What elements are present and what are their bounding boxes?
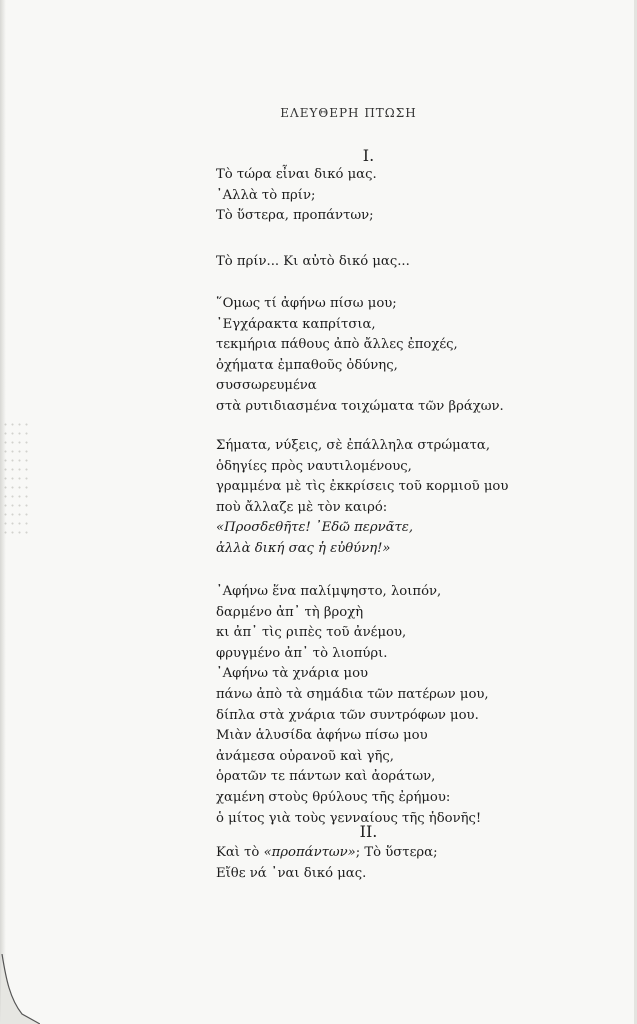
poem-line: Σήματα, νύξεις, σὲ ἐπάλληλα στρώματα, [216, 438, 491, 453]
poem-line: φρυγμένο ἀπ᾿ τὸ λιοπύρι. [216, 645, 388, 661]
poem-line: κι ἀπ᾿ τὶς ριπὲς τοῦ ἀνέμου, [216, 625, 407, 641]
poem-line: πάνω ἀπὸ τὰ σημάδια τῶν πατέρων μου, [216, 686, 489, 702]
section-number-2: II. [359, 822, 378, 841]
poem-line: ποὺ ἄλλαζε μὲ τὸν καιρό: [216, 499, 388, 515]
poem-line: χαμένη στοὺς θρύλους τῆς ἐρήμου: [216, 789, 451, 805]
poem-line: ὁδηγίες πρὸς ναυτιλομένους, [216, 458, 412, 474]
poem-line: γραμμένα μὲ τὶς ἐκκρίσεις τοῦ κορμιοῦ μου [216, 479, 509, 495]
scan-speckle [2, 420, 30, 540]
poem-line: Μιὰν ἁλυσίδα ἀφήνω πίσω μου [216, 728, 428, 744]
poem-line: ᾿Αφήνω τὰ χνάρια μου [216, 666, 369, 682]
poem-line: ἀνάμεσα οὐρανοῦ καὶ γῆς, [216, 748, 394, 764]
stanza [216, 436, 508, 560]
poem-line [216, 843, 438, 864]
running-head: ΕΛΕΥΘΕΡΗ ΠΤΩΣΗ [280, 106, 417, 120]
section-number-1: I. [362, 146, 375, 165]
poem-line: «Προσδεθῆτε! ᾿Εδῶ περνᾶτε, [216, 520, 414, 536]
poem-line-start: Καὶ τὸ [216, 845, 264, 860]
stanza [216, 252, 410, 273]
poem-line: Τὸ τώρα εἶναι δικό μας. [216, 167, 377, 182]
stanza [216, 582, 489, 829]
poem-line: ὁρατῶν τε πάντων καὶ ἀοράτων, [216, 769, 436, 785]
page-curl-mark [0, 954, 40, 1024]
poem-line: δίπλα στὰ χνάρια τῶν συντρόφων μου. [216, 707, 479, 723]
poem-line: Εἴθε νά ᾿ναι δικό μας. [216, 865, 367, 881]
poem-line-emphasis: «προπάντων» [263, 845, 356, 860]
poem-line: τεκμήρια πάθους ἀπὸ ἄλλες ἐποχές, [216, 337, 458, 353]
stanza [216, 294, 504, 418]
poem-line: ὁ μίτος γιὰ τοὺς γενναίους τῆς ἡδονῆς! [216, 810, 482, 826]
poem-line: ᾿Αφήνω ἕνα παλίμψηστο, λοιπόν, [216, 584, 442, 599]
stanza [216, 843, 438, 884]
poem-line: ᾿Αλλὰ τὸ πρίν; [216, 187, 316, 203]
poem-line: δαρμένο ἀπ᾿ τὴ βροχὴ [216, 604, 364, 620]
poem-line: ᾿Εγχάρακτα καπρίτσια, [216, 316, 376, 332]
poem-line: ἀλλὰ δική σας ἡ εὐθύνη!» [216, 540, 391, 556]
poem-line: Τὸ ὕστερα, προπάντων; [216, 208, 374, 224]
poem-line-end: ; Τὸ ὕστερα; [355, 845, 438, 860]
poem-line: Τὸ πρίν... Κι αὐτὸ δικό μας... [216, 254, 410, 269]
stanza [216, 165, 377, 227]
poem-line: στὰ ρυτιδιασμένα τοιχώματα τῶν βράχων. [216, 398, 504, 414]
poem-line: ῞Ομως τί ἀφήνω πίσω μου; [216, 296, 397, 311]
poem-line: συσσωρευμένα [216, 378, 317, 394]
poem-line: ὀχήματα ἐμπαθοῦς ὀδύνης, [216, 357, 398, 373]
